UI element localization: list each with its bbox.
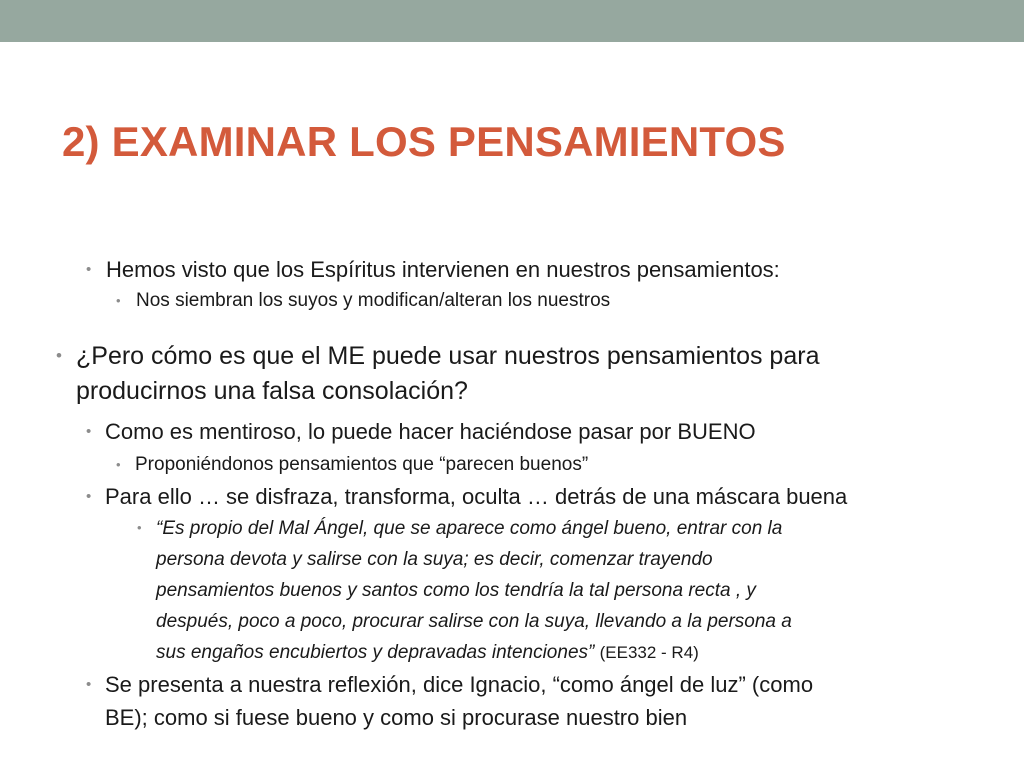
bullet-intro: [86, 254, 780, 286]
bullet-question-cont: [76, 374, 468, 408]
bullet-dot: •: [56, 346, 62, 365]
bullet-dot: •: [137, 520, 142, 535]
quote-cont-3: [156, 575, 756, 606]
bullet-point1: [86, 416, 756, 448]
bullet-point2-text: Para ello … se disfraza, transforma, oculta … detrás de una máscara buena: [105, 484, 848, 509]
bullet-point3-line2: BE); como si fuese bueno y como si procurase nuestro bien: [105, 705, 688, 730]
bullet-intro-sub: [116, 287, 610, 315]
bullet-dot: •: [86, 676, 92, 693]
bullet-question-line1: ¿Pero cómo es que el ME puede usar nuestros pensamientos para: [76, 342, 820, 370]
bullet-dot: •: [86, 488, 92, 505]
quote-cont-2: [156, 544, 713, 575]
bullet-point2: [86, 481, 847, 513]
slide-title: 2) EXAMINAR LOS PENSAMIENTOS: [62, 118, 786, 165]
quote-line2: persona devota y salirse con la suya; es decir, comenzar trayendo: [156, 549, 713, 570]
bullet-question-line2: producirnos una falsa consolación?: [76, 377, 468, 405]
bullet-point1-sub: [116, 450, 588, 480]
quote-line3: pensamientos buenos y santos como los tendría la tal persona recta , y: [156, 580, 756, 601]
bullet-intro-sub-text: Nos siembran los suyos y modifican/alteran los nuestros: [136, 290, 611, 311]
bullet-point3: [86, 669, 813, 701]
bullet-point3-line1: Se presenta a nuestra reflexión, dice Ignacio, “como ángel de luz” (como: [105, 672, 814, 697]
top-decorative-band: [0, 0, 1024, 42]
quote-line5: sus engaños encubiertos y depravadas intenciones”: [156, 642, 595, 663]
bullet-dot: •: [86, 423, 92, 440]
bullet-dot: •: [116, 293, 121, 308]
bullet-dot: •: [86, 261, 92, 278]
bullet-intro-text: Hemos visto que los Espíritus intervienen en nuestros pensamientos:: [106, 257, 780, 282]
bullet-question: [56, 339, 819, 373]
bullet-point3-cont: [105, 702, 687, 734]
quote-cont-4: [156, 606, 792, 637]
bullet-point1-text: Como es mentiroso, lo puede hacer haciéndose pasar por BUENO: [105, 419, 756, 444]
quote-line4: después, poco a poco, procurar salirse con la suya, llevando a la persona a: [156, 611, 792, 632]
bullet-dot: •: [116, 457, 121, 472]
quote-line1: “Es propio del Mal Ángel, que se aparece como ángel bueno, entrar con la: [156, 518, 783, 539]
bullet-quote: [137, 513, 782, 544]
bullet-point1-sub-text: Proponiéndonos pensamientos que “parecen buenos”: [135, 454, 589, 475]
quote-cont-5: [156, 637, 699, 668]
quote-reference: (EE332 - R4): [599, 643, 699, 662]
